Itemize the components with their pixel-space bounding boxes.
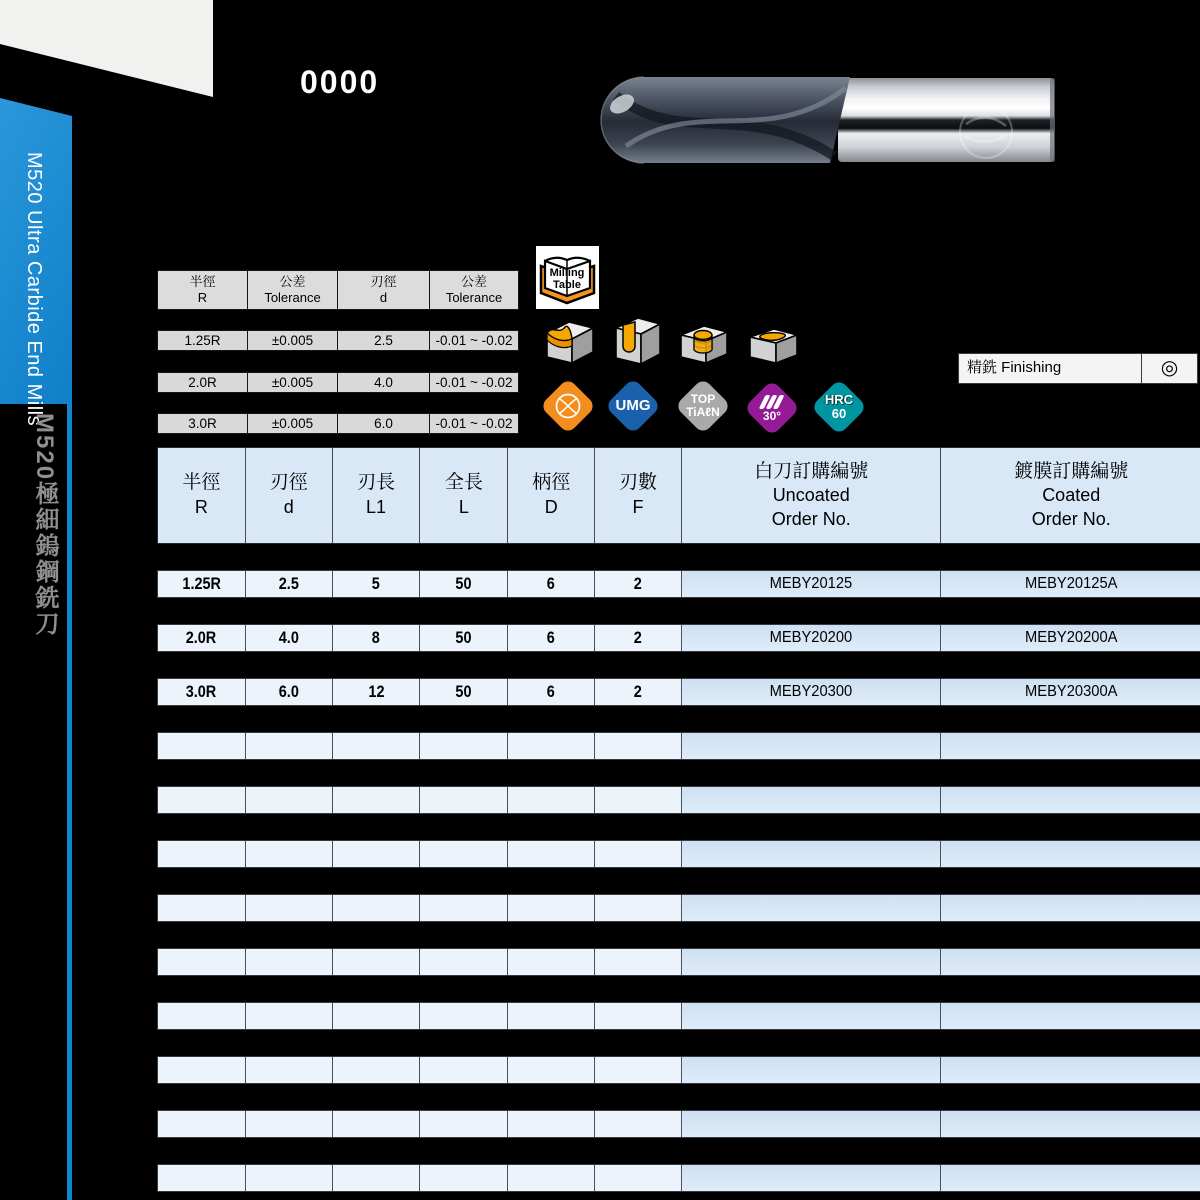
- tolerance-header-row: [157, 270, 519, 310]
- ball-nose-end-mill-photo: [598, 74, 1070, 166]
- tolerance-header-cell: 公差 Tolerance: [430, 270, 519, 310]
- table-row-empty: [157, 732, 1200, 760]
- cell-shank: 6: [508, 571, 595, 597]
- tolerance-cell: 2.0R: [157, 372, 248, 393]
- tolerance-header-cell: 公差 Tolerance: [248, 270, 338, 310]
- header-cell: 全長 L: [420, 448, 508, 543]
- series-title-vertical-en: M520 Ultra Carbide End Mills: [23, 152, 45, 427]
- header-cell: 刃長 L1: [333, 448, 421, 543]
- finishing-bar: [958, 353, 1198, 384]
- tolerance-cell: ±0.005: [248, 372, 338, 393]
- table-row: [157, 570, 1200, 598]
- table-row: [157, 624, 1200, 652]
- cell-overall-length: 50: [420, 625, 508, 651]
- tolerance-cell: 3.0R: [157, 413, 248, 434]
- helix-30-badge: 30°: [743, 379, 801, 437]
- umg-badge: UMG: [604, 377, 662, 435]
- header-cell-coated: 鍍膜訂購編號 Coated Order No.: [941, 448, 1200, 543]
- cell-flutes: 2: [595, 571, 682, 597]
- tolerance-cell: 4.0: [338, 372, 430, 393]
- cell-flutes: 2: [595, 625, 682, 651]
- header-cell: 刃徑 d: [246, 448, 333, 543]
- svg-text:Milling: Milling: [549, 267, 585, 279]
- finishing-rating-symbol: ◎: [1160, 357, 1179, 379]
- series-title-vertical-zh: M520極細鎢鋼銑刀: [31, 413, 58, 638]
- cell-overall-length: 50: [420, 679, 508, 705]
- cell-uncoated-order-no: MEBY20125: [682, 571, 942, 597]
- cell-flute-length: 5: [333, 571, 421, 597]
- cell-coated-order-no: MEBY20300A: [941, 679, 1200, 705]
- header-cell: 柄徑 D: [508, 448, 595, 543]
- tolerance-cell: 1.25R: [157, 330, 248, 351]
- cell-diameter: 2.5: [246, 571, 333, 597]
- main-table-body: [157, 570, 1200, 1200]
- slot-milling-icon: [611, 313, 665, 367]
- table-row-empty: [157, 1056, 1200, 1084]
- cell-shank: 6: [508, 679, 595, 705]
- milling-table-icon: [536, 246, 599, 309]
- ball-nose-geometry-icon: [553, 391, 583, 421]
- table-row-empty: [157, 1110, 1200, 1138]
- sidebar-accent-line: [67, 402, 72, 1200]
- cell-flute-length: 8: [333, 625, 421, 651]
- cell-flute-length: 12: [333, 679, 421, 705]
- tolerance-cell: 2.5: [338, 330, 430, 351]
- cell-uncoated-order-no: MEBY20200: [682, 625, 942, 651]
- tolerance-row: [157, 413, 519, 434]
- tolerance-table: [157, 270, 519, 434]
- contour-milling-icon: [543, 315, 597, 367]
- ball-nose-badge: [539, 377, 597, 435]
- tolerance-cell: ±0.005: [248, 413, 338, 434]
- cell-diameter: 6.0: [246, 679, 333, 705]
- coating-top-tialn-badge: TOP TiAℓN: [674, 377, 732, 435]
- table-row-empty: [157, 840, 1200, 868]
- page-code: 0000: [300, 64, 380, 100]
- cell-flutes: 2: [595, 679, 682, 705]
- cell-coated-order-no: MEBY20200A: [941, 625, 1200, 651]
- endmill-shank: [838, 78, 1054, 162]
- main-table-header: [157, 447, 1200, 544]
- cell-radius: 3.0R: [158, 679, 246, 705]
- tolerance-header-cell: 半徑 R: [157, 270, 248, 310]
- plunge-milling-icon: [678, 320, 730, 366]
- cell-radius: 1.25R: [158, 571, 246, 597]
- cell-overall-length: 50: [420, 571, 508, 597]
- corner-decoration: [0, 0, 213, 97]
- table-row-empty: [157, 948, 1200, 976]
- tolerance-cell: -0.01 ~ -0.02: [430, 330, 519, 351]
- svg-text:Table: Table: [553, 279, 581, 291]
- table-row: [157, 678, 1200, 706]
- cell-shank: 6: [508, 625, 595, 651]
- hrc60-badge: HRC 60: [810, 378, 868, 436]
- table-row-empty: [157, 1002, 1200, 1030]
- tolerance-cell: -0.01 ~ -0.02: [430, 413, 519, 434]
- flute-icon: [757, 394, 787, 410]
- header-cell-uncoated: 白刀訂購編號 Uncoated Order No.: [682, 448, 942, 543]
- cell-coated-order-no: MEBY20125A: [941, 571, 1200, 597]
- table-row-empty: [157, 786, 1200, 814]
- table-row-empty: [157, 894, 1200, 922]
- table-row-empty: [157, 1164, 1200, 1192]
- tolerance-cell: 6.0: [338, 413, 430, 434]
- tolerance-cell: ±0.005: [248, 330, 338, 351]
- cell-uncoated-order-no: MEBY20300: [682, 679, 942, 705]
- tolerance-header-cell: 刃徑 d: [338, 270, 430, 310]
- cell-radius: 2.0R: [158, 625, 246, 651]
- finishing-label: 精銑 Finishing: [959, 354, 1142, 383]
- header-cell: 刃數 F: [595, 448, 682, 543]
- pocket-milling-icon: [746, 324, 800, 366]
- tolerance-row: [157, 330, 519, 351]
- cell-diameter: 4.0: [246, 625, 333, 651]
- tolerance-cell: -0.01 ~ -0.02: [430, 372, 519, 393]
- tolerance-row: [157, 372, 519, 393]
- header-cell: 半徑 R: [158, 448, 246, 543]
